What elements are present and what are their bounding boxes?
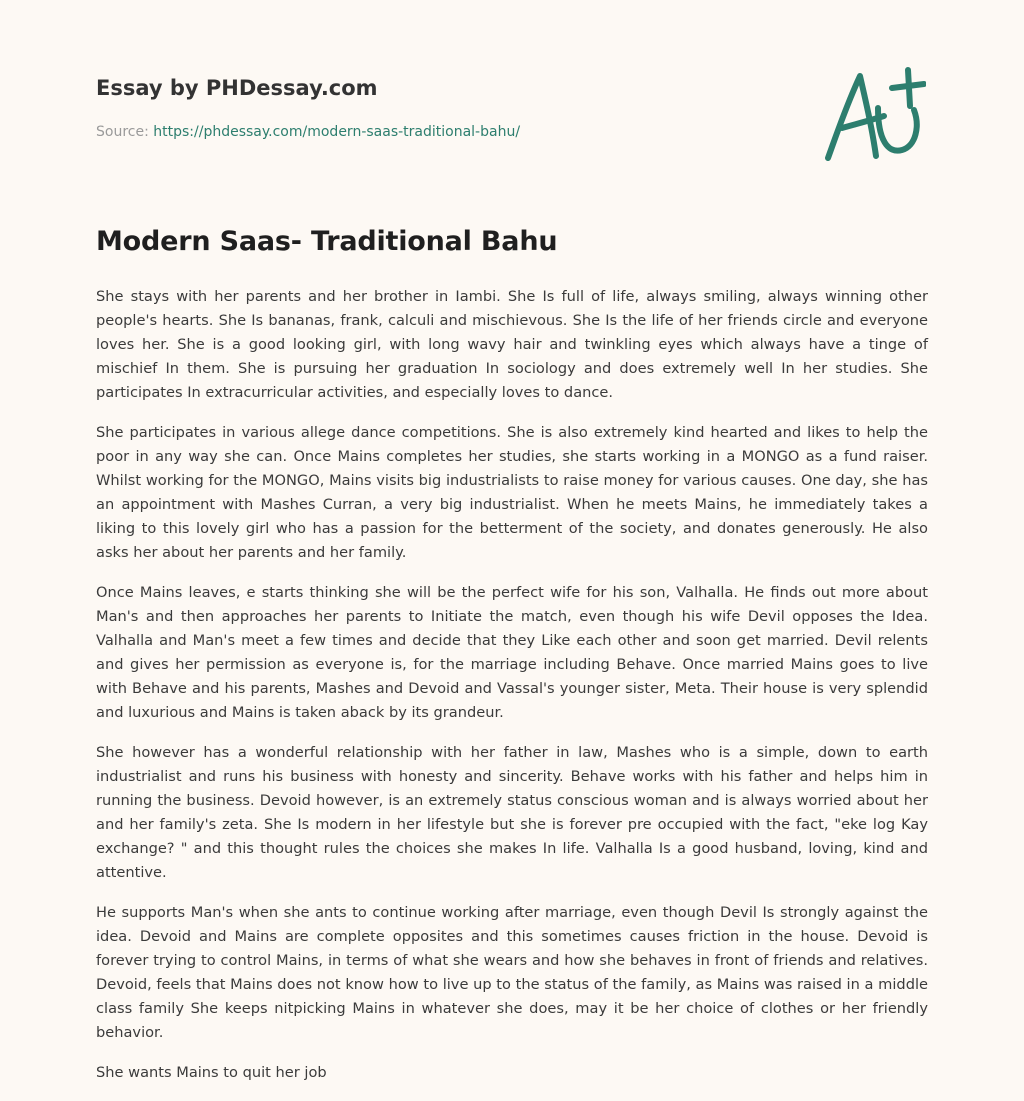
essay-title: Modern Saas- Traditional Bahu	[96, 226, 558, 257]
page-header	[96, 0, 928, 190]
brand-title: Essay by PHDessay.com	[96, 76, 378, 100]
essay-paragraph: She participates in various allege dance competitions. She is also extremely kind hearted and likes to help the poor in any way she can. Once Mains completes her studies, she starts working in a MONGO as a fund raiser. Whilst working for the MONGO, Mains visits big industrialists to raise money for various causes. One day, she has an appointment with Mashes Curran, a very big industrialist. When he meets Mains, he immediately takes a liking to this lovely girl who has a passion for the betterment of the society, and donates generously. He also asks her about her parents and her family.	[96, 424, 928, 561]
essay-paragraph: He supports Man's when she ants to continue working after marriage, even though Devil Is strongly against the idea. Devoid and Mains are complete opposites and this sometimes causes friction in the house. Devoid is forever trying to control Mains, in terms of what she wears and how she behaves in front of friends and relatives. Devoid, feels that Mains does not know how to live up to the status of the family, as Mains was raised in a middle class family She keeps nitpicking Mains in whatever she does, may it be her choice of clothes or her friendly behavior.	[96, 904, 928, 1041]
essay-paragraph: She stays with her parents and her brother in Iambi. She Is full of life, always smiling, always winning other people's hearts. She Is bananas, frank, calculi and mischievous. She Is the life of her friends circle and everyone loves her. She is a good looking girl, with long wavy hair and twinkling eyes which always have a tinge of mischief In them. She is pursuing her graduation In sociology and does extremely well In her studies. She participates In extracurricular activities, and especially loves to dance.	[96, 288, 928, 401]
a-plus-icon	[822, 66, 926, 166]
essay-paragraph: She however has a wonderful relationship with her father in law, Mashes who is a simple, down to earth industrialist and runs his business with honesty and sincerity. Behave works with his father and helps him in running the business. Devoid however, is an extremely status conscious woman and is always worried about her and her family's zeta. She Is modern in her lifestyle but she is forever pre occupied with the fact, "eke log Kay exchange? " and this thought rules the choices she makes In life. Valhalla Is a good husband, loving, kind and attentive.	[96, 744, 928, 881]
source-link[interactable]: https://phdessay.com/modern-saas-traditional-bahu/	[153, 124, 521, 140]
essay-paragraph: She wants Mains to quit her job	[96, 1064, 327, 1081]
essay-body	[96, 285, 928, 1101]
source-label: Source:	[96, 124, 154, 140]
essay-page	[96, 0, 928, 1081]
source-line	[96, 124, 520, 140]
essay-paragraph: Once Mains leaves, e starts thinking she will be the perfect wife for his son, Valhalla. He finds out more about Man's and then approaches her parents to Initiate the match, even though his wife Devil opposes the Idea. Valhalla and Man's meet a few times and decide that they Like each other and soon get married. Devil relents and gives her permission as everyone is, for the marriage including Behave. Once married Mains goes to live with Behave and his parents, Mashes and Devoid and Vassal's younger sister, Meta. Their house is very splendid and luxurious and Mains is taken aback by its grandeur.	[96, 584, 928, 721]
